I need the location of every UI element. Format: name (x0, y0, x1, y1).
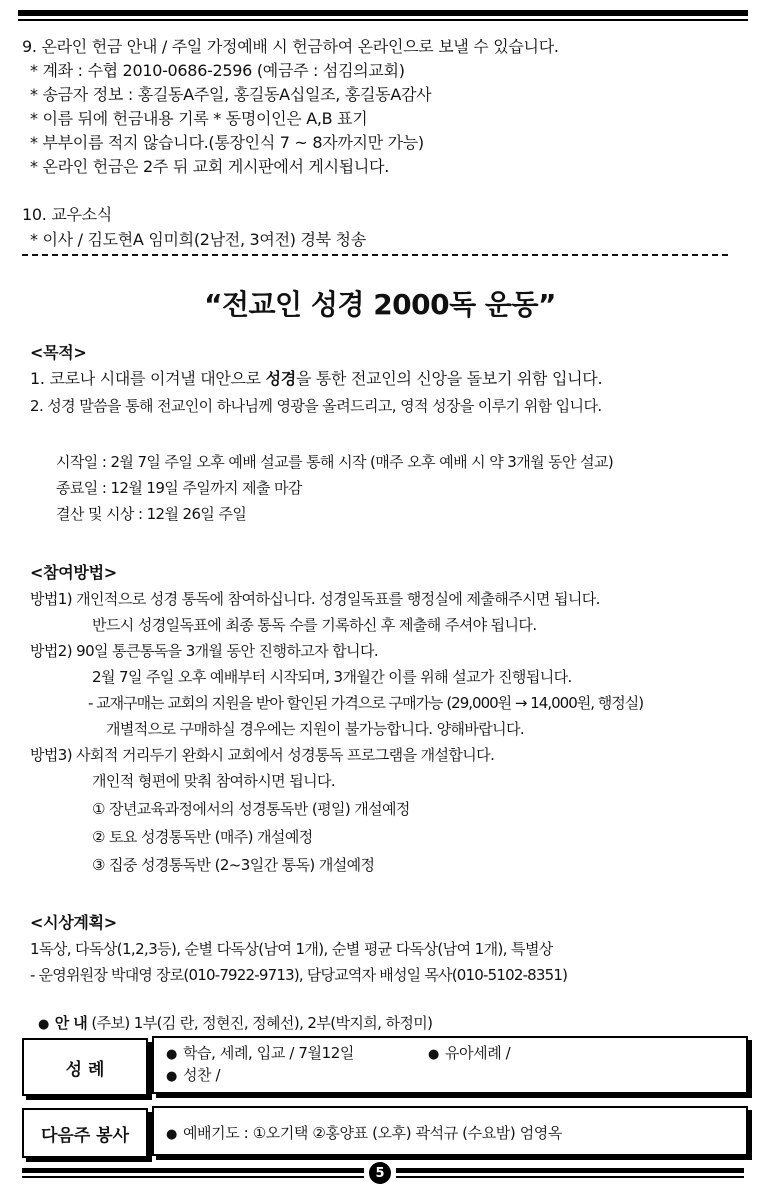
sacrament-label: 성 례 (22, 1038, 148, 1096)
next-week-text: ● 예배기도 : ①오기택 ②홍양표 (오후) 곽석규 (수요밤) 엄영옥 (166, 1124, 562, 1142)
purpose-item-1: 1. 코로나 시대를 이겨낼 대안으로 성경을 통한 전교인의 신앙을 돌보기 위함 입니다. (30, 369, 603, 388)
guide-label: 안 내 (54, 1014, 88, 1032)
footer-rule-left-thin (22, 1176, 364, 1178)
method-line: 방법1) 개인적으로 성경 통독에 참여하십니다. 성경일독표를 행정실에 제출해주시면 됩니다. (30, 590, 600, 608)
notice9-item: * 송금자 정보 : 홍길동A주일, 홍길동A십일조, 홍길동A감사 (30, 85, 432, 104)
method-line: 방법2) 90일 통큰통독을 3개월 동안 진행하고자 합니다. (30, 642, 379, 660)
footer-rule-right-thin (396, 1176, 744, 1178)
method-line: 개별적으로 구매하실 경우에는 지원이 불가능합니다. 양해바랍니다. (106, 720, 525, 738)
method-line: ① 장년교육과정에서의 성경통독반 (평일) 개설예정 (92, 800, 410, 818)
campaign-title: “전교인 성경 2000독 운동” (204, 288, 556, 321)
end-date: 종료일 : 12월 19일 주일까지 제출 마감 (56, 479, 302, 497)
bullet-icon: ● (166, 1047, 177, 1062)
guide-line (38, 1012, 432, 1036)
start-date: 시작일 : 2월 7일 주일 오후 예배 설교를 통해 시작 (매주 오후 예배 시 약 3개월 동안 설교) (56, 453, 614, 471)
top-rule-thin (18, 19, 748, 21)
method-line: ③ 집중 성경통독반 (2~3일간 통독) 개설예정 (92, 856, 375, 874)
bullet-icon: ● (38, 1017, 49, 1032)
method-line: 2월 7일 주일 오후 예배부터 시작되며, 3개월간 이를 위해 설교가 진행됩니다. (92, 668, 572, 686)
notice9-item: * 이름 뒤에 헌금내용 기록 * 동명이인은 A,B 표기 (30, 109, 368, 128)
notice10-heading: 10. 교우소식 (22, 205, 112, 224)
bullet-icon: ● (166, 1127, 177, 1142)
bullet-icon: ● (428, 1047, 439, 1062)
top-rule (18, 10, 748, 16)
page-number: 5 (369, 1162, 391, 1184)
sacrament-line-2: ● 성찬 / (166, 1066, 221, 1084)
method-heading: <참여방법> (30, 563, 117, 582)
sacrament-line-1a: ● 학습, 세례, 입교 / 7월12일 (166, 1044, 354, 1062)
award-heading: <시상계획> (30, 913, 117, 932)
next-week-label: 다음주 봉사 (22, 1108, 148, 1158)
method-line: ② 토요 성경통독반 (매주) 개설예정 (92, 828, 313, 846)
notice9-heading: 9. 온라인 헌금 안내 / 주일 가정예배 시 헌금하여 온라인으로 보낼 수 있습니다. (22, 37, 559, 56)
notice9-item: * 계좌 : 수협 2010-0686-2596 (예금주 : 섬김의교회) (30, 61, 405, 80)
method-line: 반드시 성경일독표에 최종 통독 수를 기록하신 후 제출해 주셔야 됩니다. (92, 616, 537, 634)
footer-rule-left (22, 1168, 364, 1173)
method-line: - 교재구매는 교회의 지원을 받아 할인된 가격으로 구매가능 (29,000원 → 14,000원, 행정실) (88, 694, 644, 712)
notice10-item: * 이사 / 김도현A 임미희(2남전, 3여전) 경북 청송 (30, 230, 366, 249)
method-line: 방법3) 사회적 거리두기 완화시 교회에서 성경통독 프로그램을 개설합니다. (30, 746, 495, 764)
bullet-icon: ● (166, 1069, 177, 1084)
purpose-item-2: 2. 성경 말씀을 통해 전교인이 하나님께 영광을 올려드리고, 영적 성장을 이루기 위함 입니다. (30, 397, 602, 415)
purpose-bold-word: 성경 (265, 369, 296, 388)
sacrament-line-1b: ● 유아세례 / (428, 1044, 511, 1062)
purpose-heading: <목적> (30, 343, 87, 362)
award-line: 1독상, 다독상(1,2,3등), 순별 다독상(남여 1개), 순별 평균 다독상(남여 1개), 특별상 (30, 940, 553, 958)
notice9-item: * 온라인 헌금은 2주 뒤 교회 게시판에서 게시됩니다. (30, 157, 389, 176)
section-divider (22, 254, 728, 256)
award-date: 결산 및 시상 : 12월 26일 주일 (56, 505, 247, 523)
method-line: 개인적 형편에 맞춰 참여하시면 됩니다. (92, 772, 336, 790)
guide-text: (주보) 1부(김 란, 정현진, 정혜선), 2부(박지희, 하정미) (91, 1014, 433, 1032)
notice9-item: * 부부이름 적지 않습니다.(통장인식 7 ~ 8자까지만 가능) (30, 133, 424, 152)
award-line: - 운영위원장 박대영 장로(010-7922-9713), 담당교역자 배성일 목사(010-5102-8351) (30, 966, 568, 984)
footer-rule-right (396, 1168, 744, 1173)
